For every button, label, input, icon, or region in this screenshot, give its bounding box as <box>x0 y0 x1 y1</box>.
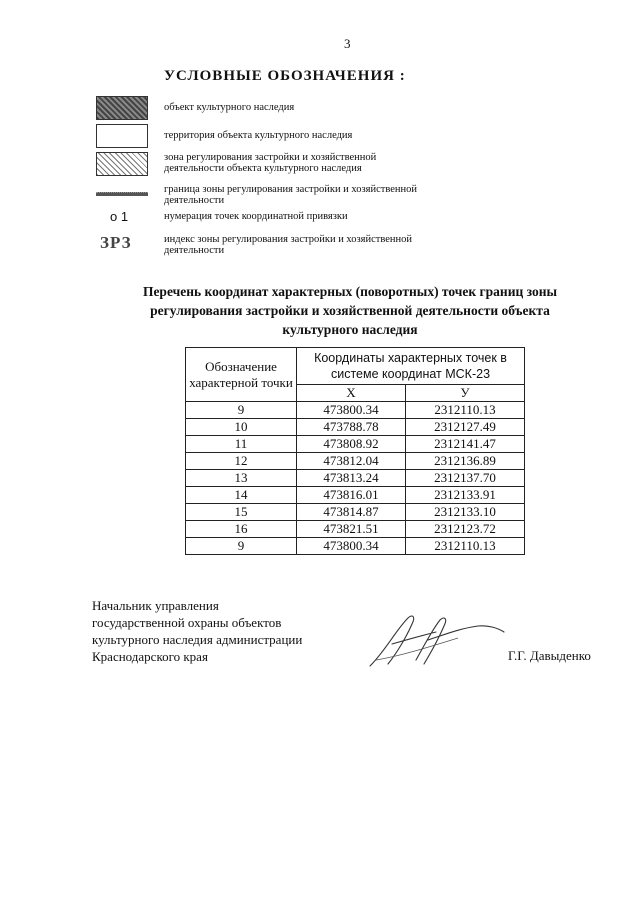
table-body <box>186 402 525 555</box>
table-row <box>186 504 525 521</box>
cell-point: 11 <box>186 436 297 453</box>
heading-line: Перечень координат характерных (поворотных) точек границ зоны <box>142 284 558 299</box>
legend-title: УСЛОВНЫЕ ОБОЗНАЧЕНИЯ : <box>164 68 406 84</box>
heading-line: регулирования застройки и хозяйственной деятельности объекта <box>150 303 550 318</box>
signatory-title-line: государственной охраны объектов <box>92 615 282 630</box>
legend-item-regulation-zone <box>96 152 436 182</box>
table-row <box>186 419 525 436</box>
table-row <box>186 470 525 487</box>
legend-text: территория объекта культурного наследия <box>164 130 353 141</box>
heading-line: культурного наследия <box>282 322 418 337</box>
table-row <box>186 487 525 504</box>
table-row <box>186 453 525 470</box>
document-heading <box>100 282 600 339</box>
table-row <box>186 436 525 453</box>
cell-y: 2312141.47 <box>406 436 525 453</box>
table-header-row <box>186 348 525 385</box>
signatory-title-line: Начальник управления <box>92 598 219 613</box>
boundary-line-icon <box>96 184 148 210</box>
cell-y: 2312123.72 <box>406 521 525 538</box>
dark-hatch-swatch-icon <box>96 96 148 120</box>
cell-y: 2312137.70 <box>406 470 525 487</box>
cell-x: 473821.51 <box>297 521 406 538</box>
legend-item-zone-index <box>96 234 436 264</box>
header-point: Обозначение характерной точки <box>186 348 297 402</box>
signatory-name: Г.Г. Давыденко <box>508 648 591 663</box>
cell-point: 13 <box>186 470 297 487</box>
signatory-title <box>92 597 302 665</box>
header-coordinates: Координаты характерных точек в системе координат МСК-23 <box>297 348 525 385</box>
cell-y: 2312133.91 <box>406 487 525 504</box>
hatch-swatch-icon <box>96 152 148 176</box>
cell-x: 473816.01 <box>297 487 406 504</box>
legend-item-heritage-object <box>96 96 436 126</box>
page-number: 3 <box>344 36 351 51</box>
cell-x: 473812.04 <box>297 453 406 470</box>
legend-text: граница зоны регулирования застройки и хозяйственной деятельности <box>164 184 418 206</box>
signatory-title-line: культурного наследия администрации <box>92 632 303 647</box>
cell-y: 2312136.89 <box>406 453 525 470</box>
cell-x: 473813.24 <box>297 470 406 487</box>
legend-text: нумерация точек координатной привязки <box>164 211 348 222</box>
legend-text: объект культурного наследия <box>164 102 295 113</box>
legend-item-heritage-territory <box>96 124 436 154</box>
cell-x: 473800.34 <box>297 538 406 555</box>
cell-y: 2312110.13 <box>406 402 525 419</box>
table-row <box>186 538 525 555</box>
cell-x: 473814.87 <box>297 504 406 521</box>
cell-x: 473808.92 <box>297 436 406 453</box>
zone-index-icon: ЗРЗ <box>100 233 132 252</box>
legend-text: индекс зоны регулирования застройки и хозяйственной деятельности <box>164 234 413 256</box>
cell-point: 14 <box>186 487 297 504</box>
cell-y: 2312110.13 <box>406 538 525 555</box>
table-row <box>186 402 525 419</box>
header-y: У <box>406 385 525 402</box>
point-marker-icon: o 1 <box>110 209 129 224</box>
signatory-title-line: Краснодарского края <box>92 649 208 664</box>
handwritten-signature-icon <box>366 610 506 670</box>
cell-x: 473788.78 <box>297 419 406 436</box>
cell-point: 9 <box>186 538 297 555</box>
cell-x: 473800.34 <box>297 402 406 419</box>
legend-text: зона регулирования застройки и хозяйственной деятельности объекта культурного наследия <box>164 152 377 174</box>
cell-point: 10 <box>186 419 297 436</box>
cell-point: 15 <box>186 504 297 521</box>
cell-point: 12 <box>186 453 297 470</box>
cell-point: 16 <box>186 521 297 538</box>
coordinates-table <box>185 347 525 555</box>
empty-box-swatch-icon <box>96 124 148 148</box>
cell-y: 2312133.10 <box>406 504 525 521</box>
cell-y: 2312127.49 <box>406 419 525 436</box>
header-x: X <box>297 385 406 402</box>
cell-point: 9 <box>186 402 297 419</box>
table-row <box>186 521 525 538</box>
